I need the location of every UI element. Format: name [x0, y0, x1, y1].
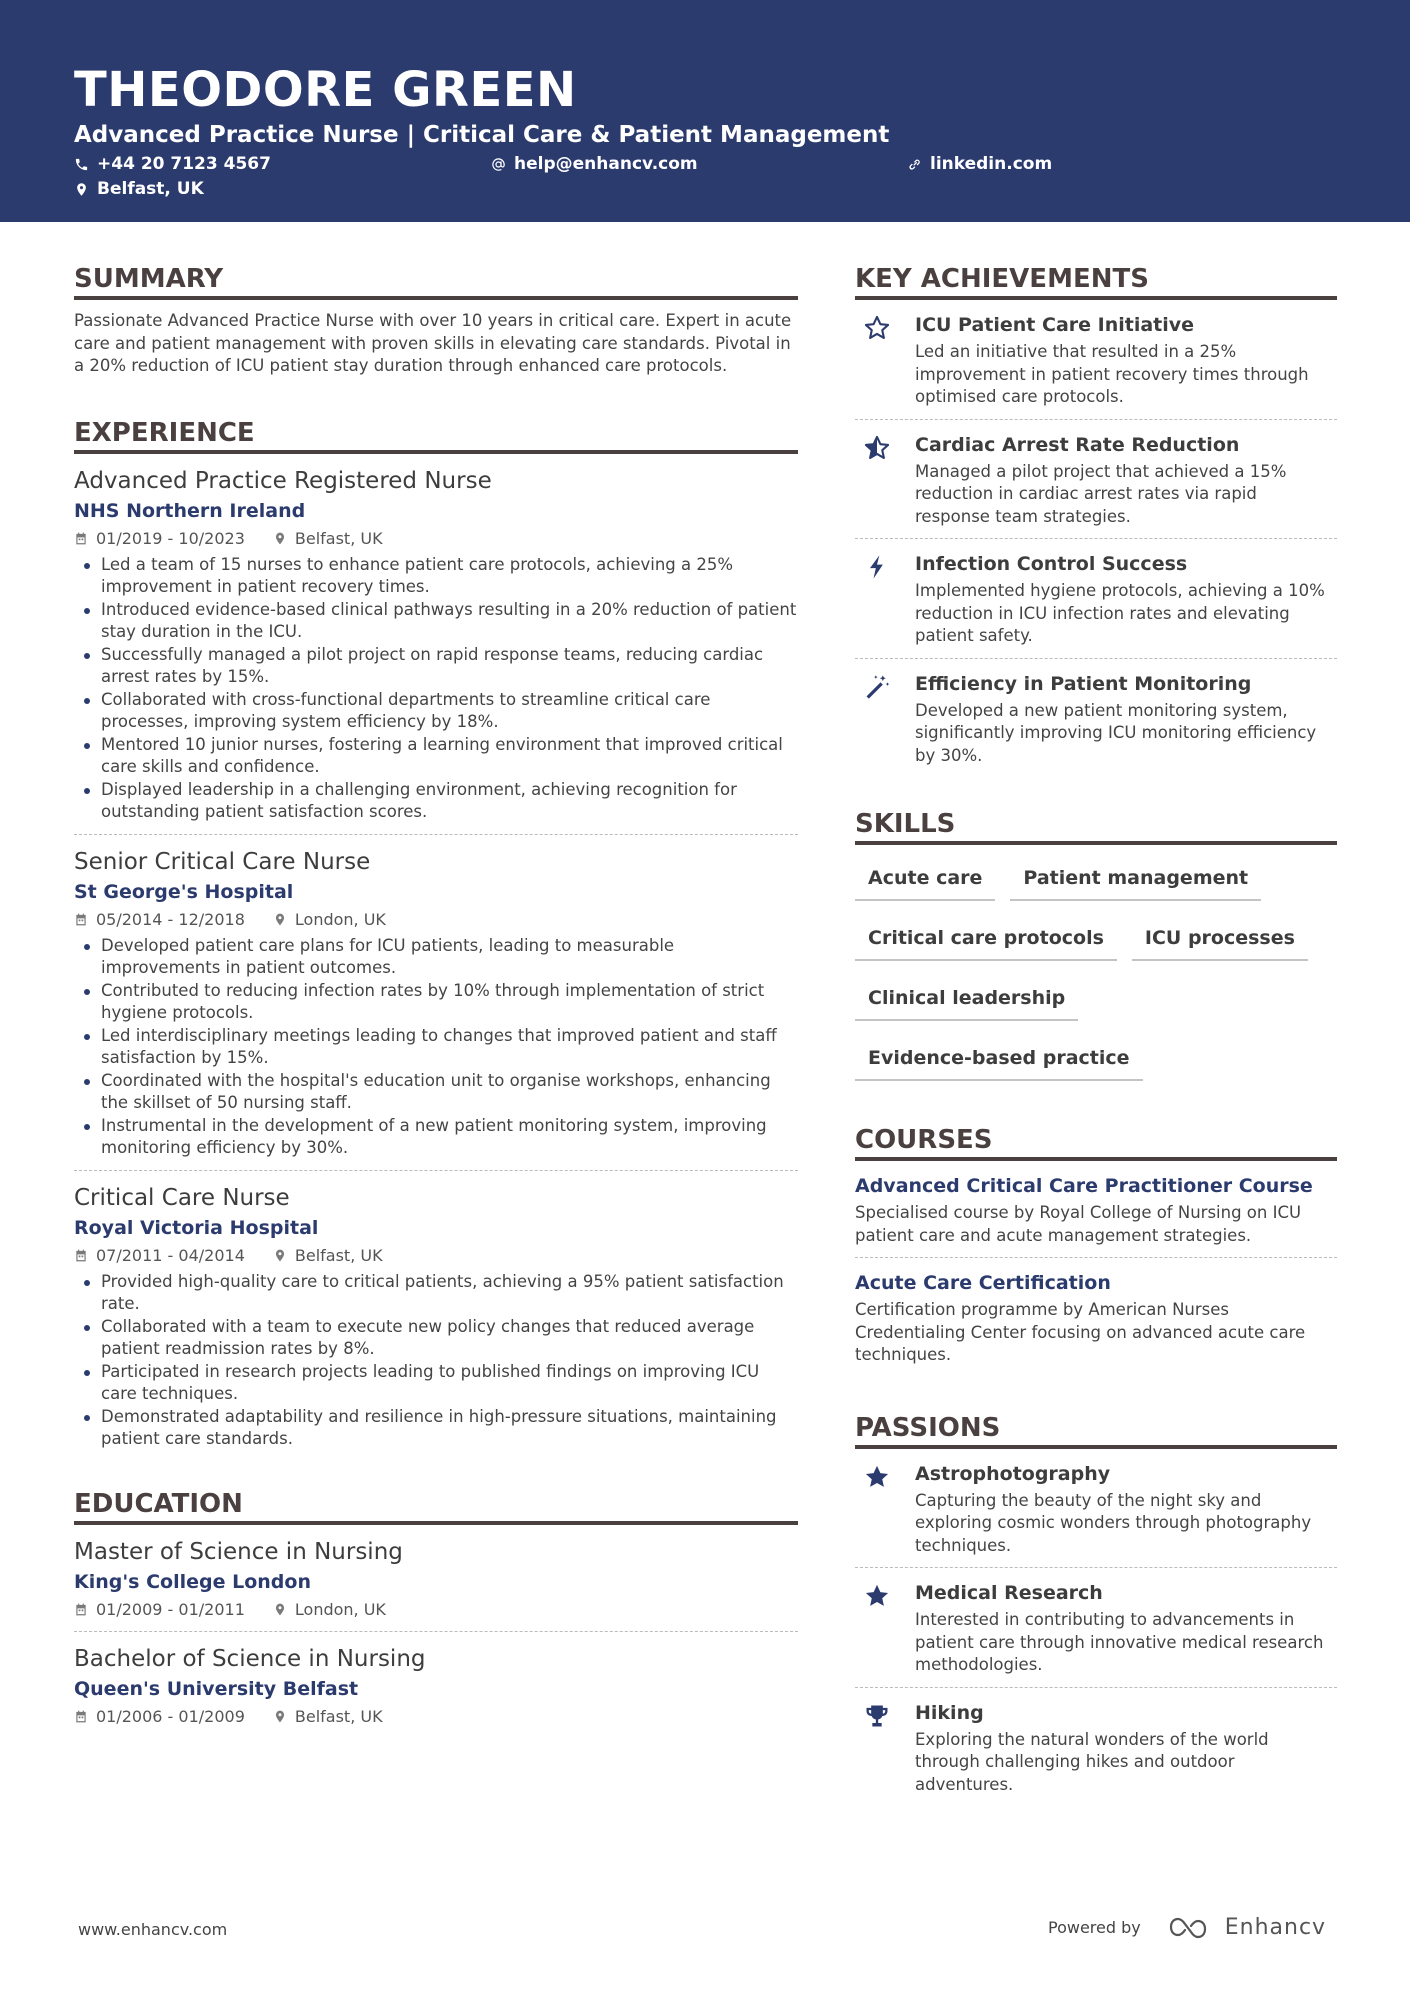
bullet-item: Demonstrated adaptability and resilience in high-pressure situations, maintaining patient care standards.: [74, 1406, 798, 1451]
star-outline-icon: [863, 314, 891, 342]
passion-item: [855, 1568, 1337, 1688]
passion-desc: Interested in contributing to advancements in patient care through innovative medical research methodologies.: [915, 1610, 1324, 1674]
achievement-item: [855, 420, 1337, 540]
passion-item: [855, 1688, 1337, 1807]
skill-tag: Acute care: [855, 859, 995, 901]
education-heading: EDUCATION: [74, 1487, 798, 1525]
job-location: [273, 528, 383, 550]
education-meta: [74, 1599, 798, 1621]
company-name: NHS Northern Ireland: [74, 499, 306, 522]
achievements-heading: KEY ACHIEVEMENTS: [855, 262, 1337, 300]
contact-linkedin[interactable]: [907, 153, 1052, 175]
education-location: [273, 1706, 383, 1728]
passions-heading: PASSIONS: [855, 1411, 1337, 1449]
resume-header: [0, 0, 1410, 222]
job-location-text: Belfast, UK: [294, 528, 383, 548]
job-location-text: London, UK: [294, 909, 386, 929]
contact-email[interactable]: [491, 153, 698, 175]
education-location-text: London, UK: [294, 1599, 386, 1619]
location-pin-icon: [273, 1602, 287, 1617]
skills-section: [855, 807, 1337, 1099]
achievement-title: Infection Control Success: [915, 553, 1188, 575]
achievement-item: [855, 659, 1337, 778]
candidate-title: Advanced Practice Nurse | Critical Care & Patient Management: [74, 122, 890, 148]
courses-section: [855, 1123, 1337, 1377]
job-entry: [74, 835, 798, 1171]
bullet-item: Contributed to reducing infection rates by 10% through implementation of strict hygiene protocols.: [74, 980, 798, 1025]
job-dates: 05/2014 - 12/2018: [96, 909, 245, 929]
location-pin-icon: [74, 182, 89, 197]
location-text: Belfast, UK: [97, 179, 204, 199]
skill-tag: Evidence-based practice: [855, 1039, 1143, 1081]
bullet-item: Introduced evidence-based clinical pathways resulting in a 20% reduction of patient stay duration in the ICU.: [74, 599, 798, 644]
company-name: Royal Victoria Hospital: [74, 1216, 319, 1239]
education-entry: [74, 1632, 798, 1738]
course-title: Acute Care Certification: [855, 1272, 1111, 1294]
course-item: [855, 1161, 1337, 1258]
job-meta: [74, 1245, 798, 1267]
passions-section: [855, 1411, 1337, 1807]
summary-text: Passionate Advanced Practice Nurse with over 10 years in critical care. Expert in acute care and patient management with proven skills in elevating care standards. Pivotal in a 20% reduction of ICU patient stay duration through enhanced care protocols.: [74, 311, 792, 375]
powered-by-text: Powered by: [1048, 1917, 1141, 1937]
location-pin-icon: [273, 912, 287, 927]
degree-title: Bachelor of Science in Nursing: [74, 1645, 426, 1672]
location-pin-icon: [273, 1248, 287, 1263]
star-icon: [863, 1463, 891, 1491]
skills-list: [855, 845, 1337, 1099]
contact-location: [74, 178, 204, 200]
brand-name: Enhancv: [1224, 1914, 1327, 1940]
skill-tag: Clinical leadership: [855, 979, 1078, 1021]
bullet-item: Displayed leadership in a challenging environment, achieving recognition for outstanding patient satisfaction scores.: [74, 779, 798, 824]
education-location-text: Belfast, UK: [294, 1706, 383, 1726]
education-entry: [74, 1525, 798, 1632]
magic-wand-icon: [863, 673, 891, 701]
achievement-title: ICU Patient Care Initiative: [915, 314, 1195, 336]
passion-title: Astrophotography: [915, 1462, 1111, 1485]
passion-title: Hiking: [915, 1701, 984, 1724]
contact-phone: [74, 153, 271, 175]
bullet-item: Mentored 10 junior nurses, fostering a learning environment that improved critical care skills and confidence.: [74, 734, 798, 779]
education-dates: 01/2006 - 01/2009: [96, 1706, 245, 1726]
bolt-icon: [863, 553, 891, 581]
job-title: Critical Care Nurse: [74, 1184, 290, 1211]
passion-item: [855, 1449, 1337, 1569]
footer-branding: [1048, 1914, 1326, 1940]
experience-heading: EXPERIENCE: [74, 416, 798, 454]
location-pin-icon: [273, 531, 287, 546]
achievement-desc: Managed a pilot project that achieved a 15% reduction in cardiac arrest rates via rapid response team strategies.: [915, 461, 1287, 526]
achievement-item: [855, 539, 1337, 659]
calendar-icon: [74, 1709, 88, 1724]
trophy-icon: [863, 1702, 891, 1730]
right-column: [855, 262, 1337, 1806]
star-icon: [863, 1582, 891, 1610]
job-location: [273, 1245, 383, 1267]
bullet-item: Coordinated with the hospital's education unit to organise workshops, enhancing the skillset of 50 nursing staff.: [74, 1070, 798, 1115]
achievement-title: Efficiency in Patient Monitoring: [915, 672, 1252, 695]
enhancv-logo-icon: [1167, 1914, 1213, 1940]
job-meta: [74, 909, 798, 931]
achievement-title: Cardiac Arrest Rate Reduction: [915, 433, 1240, 456]
job-location: [273, 909, 386, 931]
school-name: King's College London: [74, 1570, 311, 1593]
job-bullets: [74, 1271, 798, 1451]
job-bullets: [74, 554, 798, 824]
bullet-item: Instrumental in the development of a new patient monitoring system, improving monitoring efficiency by 30%.: [74, 1115, 798, 1160]
bullet-item: Led interdisciplinary meetings leading to changes that improved patient and staff satisfaction by 15%.: [74, 1025, 798, 1070]
calendar-icon: [74, 1248, 88, 1263]
bullet-item: Participated in research projects leading to published findings on improving ICU care techniques.: [74, 1361, 798, 1406]
passion-desc: Capturing the beauty of the night sky and exploring cosmic wonders through photography techniques.: [915, 1490, 1312, 1555]
bullet-item: Collaborated with a team to execute new policy changes that reduced average patient readmission rates by 8%.: [74, 1316, 798, 1361]
skill-tag: Critical care protocols: [855, 919, 1117, 961]
calendar-icon: [74, 912, 88, 927]
course-desc: Specialised course by Royal College of Nursing on ICU patient care and acute management strategies.: [855, 1203, 1302, 1245]
courses-heading: COURSES: [855, 1123, 1337, 1161]
bullet-item: Developed patient care plans for ICU patients, leading to measurable improvements in patient outcomes.: [74, 935, 798, 980]
job-title: Advanced Practice Registered Nurse: [74, 467, 492, 494]
bullet-item: Collaborated with cross-functional departments to streamline critical care processes, improving system efficiency by 18%.: [74, 689, 798, 734]
bullet-item: Successfully managed a pilot project on rapid response teams, reducing cardiac arrest rates by 15%.: [74, 644, 798, 689]
education-meta: [74, 1706, 798, 1728]
course-item: [855, 1258, 1337, 1377]
education-section: [74, 1487, 798, 1738]
phone-text: +44 20 7123 4567: [97, 154, 271, 174]
candidate-name: THEODORE GREEN: [74, 62, 577, 118]
phone-icon: [74, 157, 89, 172]
job-location-text: Belfast, UK: [294, 1245, 383, 1265]
summary-heading: SUMMARY: [74, 262, 798, 300]
achievement-item: [855, 300, 1337, 420]
calendar-icon: [74, 1602, 88, 1617]
company-name: St George's Hospital: [74, 880, 294, 903]
star-half-icon: [863, 434, 891, 462]
job-bullets: [74, 935, 798, 1160]
job-dates: 07/2011 - 04/2014: [96, 1245, 245, 1265]
experience-section: [74, 416, 798, 1461]
course-desc: Certification programme by American Nurses Credentialing Center focusing on advanced acute care techniques.: [855, 1300, 1306, 1364]
achievements-section: [855, 262, 1337, 777]
linkedin-link[interactable]: linkedin.com: [930, 154, 1053, 174]
skill-tag: Patient management: [1010, 859, 1261, 901]
left-column: [74, 262, 798, 1738]
job-entry: [74, 1171, 798, 1461]
course-title: Advanced Critical Care Practitioner Course: [855, 1175, 1313, 1197]
at-icon: [491, 157, 506, 172]
calendar-icon: [74, 531, 88, 546]
email-link[interactable]: help@enhancv.com: [514, 154, 698, 174]
job-title: Senior Critical Care Nurse: [74, 848, 371, 875]
passion-title: Medical Research: [915, 1582, 1103, 1604]
summary-section: [74, 262, 798, 378]
education-dates: 01/2009 - 01/2011: [96, 1599, 245, 1619]
passion-desc: Exploring the natural wonders of the world through challenging hikes and outdoor adventures.: [915, 1729, 1269, 1794]
skill-tag: ICU processes: [1132, 919, 1308, 961]
degree-title: Master of Science in Nursing: [74, 1538, 403, 1565]
job-dates: 01/2019 - 10/2023: [96, 528, 245, 548]
job-entry: [74, 454, 798, 835]
location-pin-icon: [273, 1709, 287, 1724]
achievement-desc: Implemented hygiene protocols, achieving a 10% reduction in ICU infection rates and elevating patient safety.: [915, 581, 1325, 645]
achievement-desc: Led an initiative that resulted in a 25% improvement in patient recovery times through optimised care protocols.: [915, 342, 1309, 406]
brand-logo[interactable]: [1167, 1914, 1326, 1940]
education-location: [273, 1599, 386, 1621]
skills-heading: SKILLS: [855, 807, 1337, 845]
job-meta: [74, 528, 798, 550]
bullet-item: Provided high-quality care to critical patients, achieving a 95% patient satisfaction rate.: [74, 1271, 798, 1316]
footer-website[interactable]: www.enhancv.com: [78, 1920, 228, 1939]
achievement-desc: Developed a new patient monitoring system, significantly improving ICU monitoring efficiency by 30%.: [915, 700, 1317, 765]
link-icon: [907, 157, 922, 172]
bullet-item: Led a team of 15 nurses to enhance patient care protocols, achieving a 25% improvement in patient recovery times.: [74, 554, 798, 599]
school-name: Queen's University Belfast: [74, 1677, 359, 1700]
